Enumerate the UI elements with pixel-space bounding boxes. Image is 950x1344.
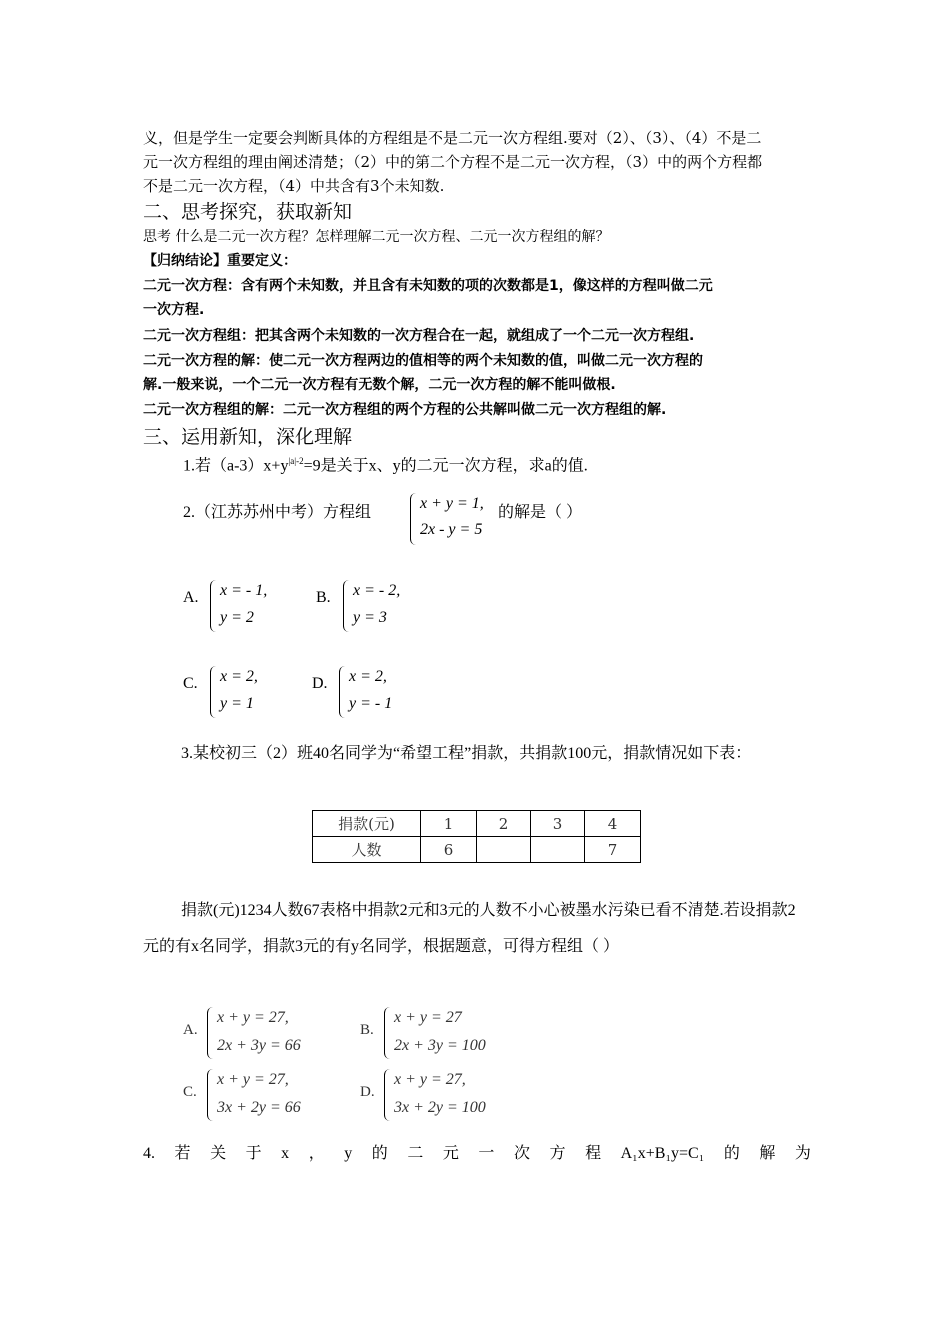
q4-word: 4. — [143, 1145, 155, 1162]
q2-option-c-label: C. — [183, 675, 198, 692]
q4-word: 解 — [759, 1145, 776, 1162]
intro-line-3: 不是二元一次方程，（4）中共含有3个未知数. — [143, 177, 445, 195]
definition-4: 二元一次方程组的解：二元一次方程组的两个方程的公共解叫做二元一次方程组的解. — [143, 402, 667, 418]
definition-1b: 一次方程. — [143, 302, 205, 318]
section-3-heading: 三、运用新知，深化理解 — [143, 426, 353, 448]
question-3-description: 捐款(元)1234人数67表格中捐款2元和3元的人数不小心被墨水污染已看不清楚.若设捐款2元的有x名同学，捐款3元的有y名同学，根据题意，可得方程组（ ） — [143, 902, 796, 955]
definition-1a: 二元一次方程：含有两个未知数，并且含有未知数的项的次数都是1，像这样的方程叫做二元 — [143, 278, 713, 294]
section-2-heading: 二、思考探究，获取新知 — [143, 201, 353, 223]
q4-word: 次 — [513, 1145, 530, 1162]
definition-3b: 解.一般来说，一个二元一次方程有无数个解，二元一次方程的解不能叫做根. — [143, 377, 616, 393]
donation-table — [312, 810, 641, 863]
think-question: 思考 什么是二元一次方程？怎样理解二元一次方程、二元一次方程组的解？ — [143, 229, 610, 245]
q4-word: 方 — [549, 1145, 566, 1162]
q2-option-d-system: x = 2, y = - 1 — [339, 666, 419, 720]
q3-option-d-system: x + y = 27, 3x + 2y = 100 — [384, 1069, 504, 1123]
q4-word: 的 — [723, 1145, 740, 1162]
q4-word: 为 — [794, 1145, 811, 1162]
table-cell: 3 — [531, 811, 585, 837]
table-row — [313, 837, 641, 863]
q4-word: 程 — [585, 1145, 602, 1162]
q3-option-c-system: x + y = 27, 3x + 2y = 66 — [207, 1069, 327, 1123]
q3-option-a-label: A. — [183, 1022, 198, 1038]
definition-2: 二元一次方程组：把其含两个未知数的一次方程合在一起，就组成了一个二元一次方程组. — [143, 328, 695, 344]
q4-word: 若 — [174, 1145, 191, 1162]
definition-3a: 二元一次方程的解：使二元一次方程两边的值相等的两个未知数的值，叫做二元一次方程的 — [143, 353, 703, 369]
q4-word: x — [281, 1145, 290, 1162]
table-cell — [531, 837, 585, 863]
q2-option-a-system: x = - 1, y = 2 — [210, 580, 280, 634]
intro-line-2: 元一次方程组的理由阐述清楚；（2）中的第二个方程不是二元一次方程，（3）中的两个方程都 — [143, 153, 763, 171]
q2-option-a-label: A. — [183, 589, 199, 606]
question-4-line — [143, 1143, 811, 1165]
table-cell: 7 — [585, 837, 641, 863]
question-3-text: 3.某校初三（2）班40名同学为“希望工程”捐款，共捐款100元，捐款情况如下表： — [181, 745, 752, 762]
q3-option-c-label: C. — [183, 1084, 197, 1100]
table-cell: 1 — [421, 811, 477, 837]
table-cell — [477, 837, 531, 863]
table-row — [313, 811, 641, 837]
q3-option-b-system: x + y = 27 2x + 3y = 100 — [384, 1007, 504, 1061]
table-cell: 捐款(元) — [313, 811, 421, 837]
q3-option-d-label: D. — [360, 1084, 375, 1100]
question-2-suffix: 的解是（ ） — [498, 504, 583, 521]
q4-equation: A₁x+B₁y=C₁ — [620, 1145, 705, 1162]
question-2-system: x + y = 1, 2x - y = 5 — [410, 493, 500, 547]
q4-word: y — [344, 1145, 353, 1162]
q4-word: 的 — [371, 1145, 388, 1162]
q4-word: 关 — [210, 1145, 227, 1162]
q4-word: ， — [308, 1145, 325, 1162]
table-cell: 人数 — [313, 837, 421, 863]
question-1: 1.若$(a-3)x+y^{|a|-2}=9$是关于x、y的二元一次方程，求a的值. — [183, 456, 588, 475]
intro-line-1: 义，但是学生一定要会判断具体的方程组是不是二元一次方程组.要对（2）、（3）、（4）不是二 — [143, 129, 762, 147]
q4-word: 二 — [407, 1145, 424, 1162]
q2-option-b-system: x = - 2, y = 3 — [343, 580, 413, 634]
q4-word: 于 — [245, 1145, 262, 1162]
q2-option-b-label: B. — [316, 589, 331, 606]
table-cell: 6 — [421, 837, 477, 863]
table-cell: 4 — [585, 811, 641, 837]
q2-option-c-system: x = 2, y = 1 — [210, 666, 280, 720]
question-2-prefix: 2.（江苏苏州中考）方程组 — [183, 504, 372, 521]
q4-word: 一 — [478, 1145, 495, 1162]
q3-option-b-label: B. — [360, 1022, 374, 1038]
table-cell: 2 — [477, 811, 531, 837]
q3-option-a-system: x + y = 27, 2x + 3y = 66 — [207, 1007, 327, 1061]
conclusion-label: 【归纳结论】重要定义： — [143, 253, 297, 269]
q2-option-d-label: D. — [312, 675, 328, 692]
q4-word: 元 — [442, 1145, 459, 1162]
